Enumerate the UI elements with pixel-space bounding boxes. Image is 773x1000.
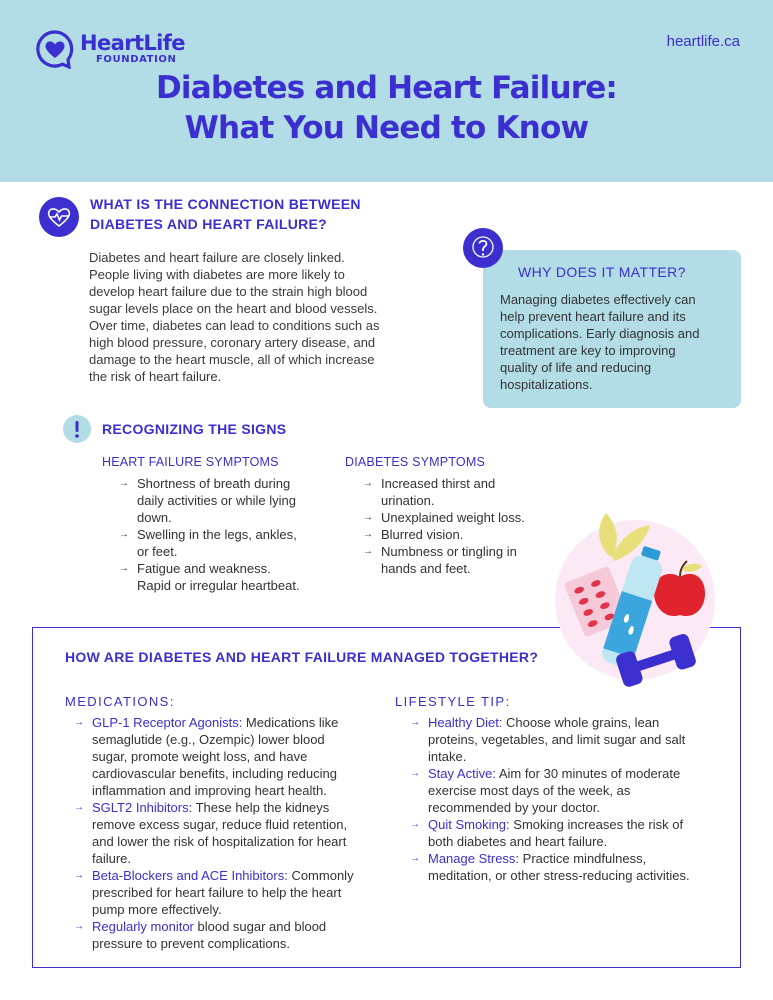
- paragraph-line: high blood pressure, coronary artery disease, and: [89, 335, 376, 350]
- item-line: meditation, or other stress-reducing activities.: [428, 868, 690, 883]
- header-banner: [0, 0, 773, 182]
- item-line: cardiovascular benefits, including reducing: [92, 766, 337, 781]
- arrow-icon: →: [410, 819, 420, 830]
- item-text: Practice mindfulness,: [519, 851, 647, 866]
- site-url-link[interactable]: heartlife.ca: [666, 33, 740, 50]
- paragraph-line: People living with diabetes are more likely to: [89, 267, 345, 282]
- item-text: These help the kidneys: [192, 800, 330, 815]
- item-line: Blurred vision.: [381, 527, 464, 542]
- page-title: [0, 68, 773, 148]
- term: GLP-1 Receptor Agonists:: [92, 715, 243, 730]
- item-line: Numbness or tingling in: [381, 544, 517, 559]
- item-line: inflammation and improving heart health.: [92, 783, 327, 798]
- list-item: [361, 543, 561, 577]
- connection-paragraph: [89, 249, 419, 385]
- list-item: [117, 526, 347, 560]
- item-line: proteins, vegetables, and limit sugar and salt: [428, 732, 686, 747]
- paragraph-line: Over time, diabetes can lead to conditions such as: [89, 318, 380, 333]
- term: Stay Active:: [428, 766, 496, 781]
- item-text: Aim for 30 minutes of moderate: [495, 766, 681, 781]
- paragraph-line: the risk of heart failure.: [89, 369, 222, 384]
- logo-name: HeartLife: [80, 31, 185, 55]
- why-title: WHY DOES IT MATTER?: [518, 264, 686, 280]
- term: SGLT2 Inhibitors:: [92, 800, 193, 815]
- item-line: or feet.: [137, 544, 178, 559]
- term: Manage Stress:: [428, 851, 520, 866]
- why-it-matters-card: [483, 250, 741, 408]
- item-line: pump more effectively.: [92, 902, 222, 917]
- arrow-icon: →: [74, 870, 84, 881]
- item-line: Unexplained weight loss.: [381, 510, 525, 525]
- item-line: failure.: [92, 851, 132, 866]
- item-line: Increased thirst and: [381, 476, 496, 491]
- list-item: [65, 867, 410, 918]
- paragraph-line: develop heart failure due to the strain high blood: [89, 284, 368, 299]
- list-item: [65, 714, 410, 799]
- arrow-icon: →: [119, 478, 129, 489]
- arrow-icon: →: [410, 853, 420, 864]
- list-item: [117, 475, 347, 526]
- health-illustration: [540, 505, 720, 690]
- item-line: recommended by your doctor.: [428, 800, 600, 815]
- heart-failure-symptoms-list: [117, 475, 347, 594]
- item-text: Commonly: [287, 868, 354, 883]
- paragraph-line: damage to the heart muscle, all of which increase: [89, 352, 375, 367]
- item-line: [428, 765, 736, 782]
- arrow-icon: →: [74, 717, 84, 728]
- item-line: [92, 867, 410, 884]
- paragraph-line: help prevent heart failure and its: [500, 309, 686, 324]
- paragraph-line: sugar levels place on the heart and blood vessels.: [89, 301, 378, 316]
- item-line: [428, 850, 736, 867]
- title-line: Diabetes and Heart Failure:: [155, 70, 618, 106]
- item-text: : Smoking increases the risk of: [506, 817, 684, 832]
- diabetes-symptoms-heading: DIABETES SYMPTOMS: [345, 455, 486, 469]
- item-line: pressure to prevent complications.: [92, 936, 290, 951]
- item-line: remove excess sugar, reduce fluid retention,: [92, 817, 348, 832]
- item-line: Swelling in the legs, ankles,: [137, 527, 297, 542]
- arrow-icon: →: [119, 563, 129, 574]
- heading-line: DIABETES AND HEART FAILURE?: [90, 216, 328, 232]
- title-line: What You Need to Know: [184, 110, 589, 146]
- logo[interactable]: [35, 29, 185, 69]
- arrow-icon: →: [74, 921, 84, 932]
- term: Quit Smoking: [428, 817, 507, 832]
- arrow-icon: →: [74, 802, 84, 813]
- paragraph-line: Diabetes and heart failure are closely linked.: [89, 250, 345, 265]
- item-line: hands and feet.: [381, 561, 471, 576]
- item-line: [428, 816, 736, 833]
- item-line: prescribed for heart failure to help the heart: [92, 885, 342, 900]
- arrow-icon: →: [410, 717, 420, 728]
- item-line: Fatigue and weakness.: [137, 561, 271, 576]
- term: Healthy Diet:: [428, 715, 503, 730]
- item-line: Shortness of breath during: [137, 476, 291, 491]
- item-line: [92, 799, 410, 816]
- lifestyle-list: [401, 714, 736, 884]
- signs-heading: RECOGNIZING THE SIGNS: [102, 421, 287, 437]
- arrow-icon: →: [410, 768, 420, 779]
- item-line: Rapid or irregular heartbeat.: [137, 578, 300, 593]
- item-line: both diabetes and heart failure.: [428, 834, 608, 849]
- item-line: down.: [137, 510, 172, 525]
- paragraph-line: quality of life and reducing: [500, 360, 652, 375]
- arrow-icon: →: [363, 512, 373, 523]
- managed-heading: HOW ARE DIABETES AND HEART FAILURE MANAGED TOGETHER?: [65, 649, 539, 665]
- item-line: [428, 714, 736, 731]
- item-line: and lower the risk of hospitalization for heart: [92, 834, 347, 849]
- connection-heading: [90, 194, 361, 234]
- heartbeat-icon: [39, 197, 79, 237]
- medications-list: [65, 714, 410, 952]
- item-line: sugar, promote weight loss, and have: [92, 749, 308, 764]
- list-item: [65, 918, 410, 952]
- term: Regularly monitor: [92, 919, 194, 934]
- paragraph-line: hospitalizations.: [500, 377, 593, 392]
- list-item: [361, 526, 561, 543]
- list-item: [401, 765, 736, 816]
- why-paragraph: [500, 291, 732, 393]
- item-line: [92, 918, 410, 935]
- item-line: urination.: [381, 493, 435, 508]
- item-text: Choose whole grains, lean: [502, 715, 660, 730]
- list-item: [361, 475, 561, 509]
- diabetes-symptoms-list: [361, 475, 561, 577]
- arrow-icon: →: [363, 478, 373, 489]
- question-mark-icon: [463, 228, 503, 268]
- arrow-icon: →: [363, 546, 373, 557]
- heart-chat-logo-icon: [35, 29, 75, 69]
- list-item: [401, 850, 736, 884]
- heart-failure-symptoms-heading: HEART FAILURE SYMPTOMS: [102, 455, 279, 469]
- list-item: [401, 714, 736, 765]
- item-line: [92, 714, 410, 731]
- list-item: [401, 816, 736, 850]
- paragraph-line: treatment are key to improving: [500, 343, 676, 358]
- heading-line: WHAT IS THE CONNECTION BETWEEN: [90, 196, 361, 212]
- term: Beta-Blockers and ACE Inhibitors:: [92, 868, 288, 883]
- list-item: [65, 799, 410, 867]
- paragraph-line: complications. Early diagnosis and: [500, 326, 700, 341]
- item-line: exercise most days of the week, as: [428, 783, 631, 798]
- arrow-icon: →: [363, 529, 373, 540]
- arrow-icon: →: [119, 529, 129, 540]
- item-text: blood sugar and blood: [193, 919, 327, 934]
- item-line: intake.: [428, 749, 467, 764]
- logo-subtitle: FOUNDATION: [96, 54, 177, 65]
- item-text: Medications like: [242, 715, 339, 730]
- paragraph-line: Managing diabetes effectively can: [500, 292, 696, 307]
- lifestyle-heading: LIFESTYLE TIP:: [395, 694, 511, 709]
- exclamation-icon: [63, 415, 91, 443]
- list-item: [117, 560, 347, 577]
- item-line: semaglutide (e.g., Ozempic) lower blood: [92, 732, 325, 747]
- medications-heading: MEDICATIONS:: [65, 694, 175, 709]
- item-line: daily activities or while lying: [137, 493, 296, 508]
- list-item: [361, 509, 561, 526]
